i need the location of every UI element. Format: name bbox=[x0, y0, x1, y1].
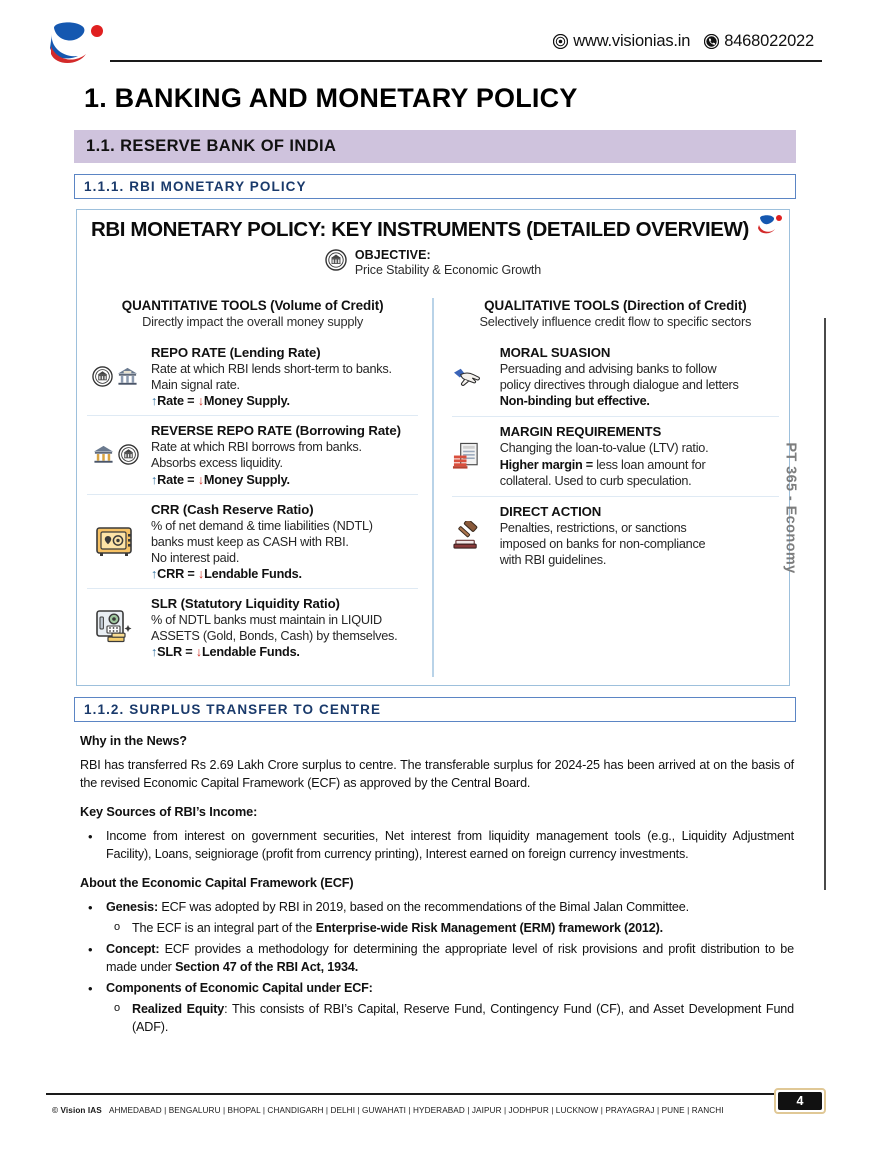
reverse-repo-body bbox=[151, 423, 418, 486]
margin-requirements-icons bbox=[452, 424, 492, 488]
tool-item-crr bbox=[87, 495, 418, 589]
header-divider bbox=[110, 60, 822, 62]
ecf-genesis-text bbox=[106, 899, 794, 917]
repo-rate-formula bbox=[151, 394, 418, 408]
page-header bbox=[48, 14, 822, 72]
infographic-columns bbox=[87, 298, 779, 677]
reverse-repo-title: REVERSE REPO RATE (Borrowing Rate) bbox=[151, 423, 401, 439]
ecf-realized-equity-text bbox=[132, 1001, 794, 1037]
slr-line-1: % of NDTL banks must maintain in LIQUID bbox=[151, 612, 382, 627]
objective-block bbox=[77, 248, 789, 277]
arrow-up-icon: ↑ bbox=[151, 566, 158, 581]
moral-suasion-title: MORAL SUASION bbox=[499, 345, 611, 360]
repo-rate-line-2: Main signal rate. bbox=[151, 378, 240, 393]
quantitative-heading-sub: Directly impact the overall money supply bbox=[142, 314, 364, 329]
margin-rest-fragment: less loan amount for bbox=[592, 457, 706, 472]
website-text: www.visionias.in bbox=[573, 32, 691, 50]
handshake-icon bbox=[452, 364, 483, 394]
page-number: 4 bbox=[778, 1092, 822, 1110]
objective-subtext: Price Stability & Economic Growth bbox=[354, 263, 542, 277]
qualitative-tools-column bbox=[436, 298, 779, 677]
bullet-marker: • bbox=[88, 899, 93, 915]
reverse-repo-formula bbox=[151, 473, 418, 487]
quantitative-column-heading bbox=[87, 298, 418, 329]
subsection-heading-1-1-2: 1.1.2. SURPLUS TRANSFER TO CENTRE bbox=[74, 697, 796, 722]
margin-requirements-mixed-line bbox=[500, 457, 779, 473]
ecf-concept-tail: Section 47 of the RBI Act, 1934. bbox=[175, 959, 359, 974]
ecf-realized-equity-label: Realized Equity bbox=[132, 1002, 225, 1017]
gavel-icon bbox=[452, 521, 483, 555]
bullet-marker: • bbox=[88, 941, 93, 957]
margin-bold-fragment: Higher margin = bbox=[499, 457, 593, 472]
ecf-erm-label: Enterprise-wide Risk Management (ERM) framework (2012). bbox=[315, 921, 664, 936]
arrow-down-icon: ↓ bbox=[197, 566, 205, 581]
reverse-repo-formula-down: Money Supply. bbox=[203, 472, 290, 487]
ecf-components-label: Components of Economic Capital under ECF: bbox=[106, 980, 373, 995]
objective-heading: OBJECTIVE: bbox=[354, 248, 431, 262]
tool-item-repo-rate bbox=[87, 338, 418, 416]
why-in-news-paragraph: RBI has transferred Rs 2.69 Lakh Crore surplus to centre. The transferable surplus for 2024-25 has been arrived at on the basis of the revised Economic Capital Framework (ECF) as approved by the Central Board. bbox=[80, 758, 794, 790]
footer-cities: AHMEDABAD | BENGALURU | BHOPAL | CHANDIGARH | DELHI | GUWAHATI | HYDERABAD | JAIPUR | JODHPUR | LUCKNOW | PRAYAGRAJ | PUNE | RANCHI bbox=[108, 1106, 724, 1115]
tool-item-moral-suasion bbox=[452, 338, 779, 417]
repo-rate-line-1: Rate at which RBI lends short-term to banks. bbox=[151, 362, 392, 376]
bullet-marker: • bbox=[88, 828, 93, 844]
crr-line-1: % of net demand & time liabilities (NDTL) bbox=[151, 518, 373, 533]
repo-rate-body bbox=[151, 345, 418, 408]
rbi-seal-icon bbox=[118, 444, 139, 470]
reverse-repo-formula-up: Rate = bbox=[157, 472, 195, 487]
crr-body bbox=[151, 502, 418, 581]
subsection-heading-1-1-1: 1.1.1. RBI MONETARY POLICY bbox=[74, 174, 796, 199]
slr-body bbox=[151, 596, 418, 659]
arrow-up-icon: ↑ bbox=[151, 645, 158, 660]
ecf-components-text bbox=[106, 980, 794, 998]
income-sources-text: Income from interest on government securities, Net interest from liquidity management tools (e.g., Liquidity Adjustment Facility), Loans, seigniorage (profit from currency printing), Interest earned on foreign currency investments. bbox=[106, 828, 794, 861]
moral-suasion-icons bbox=[452, 345, 492, 409]
arrow-down-icon: ↓ bbox=[195, 645, 202, 660]
crr-icons bbox=[87, 502, 143, 581]
footer-divider bbox=[46, 1093, 824, 1095]
page-number-badge bbox=[774, 1088, 826, 1114]
moral-suasion-bold-line: Non-binding but effective. bbox=[499, 394, 650, 409]
list-item bbox=[80, 899, 794, 917]
phone-icon bbox=[704, 34, 719, 49]
rbi-seal-icon bbox=[92, 366, 113, 392]
ecf-erm-pre: The ECF is an integral part of the bbox=[132, 921, 316, 936]
crr-formula bbox=[151, 567, 418, 581]
bank-building-icon bbox=[92, 444, 115, 470]
footer-text bbox=[52, 1106, 724, 1115]
quantitative-heading-main: QUANTITATIVE TOOLS (Volume of Credit) bbox=[121, 298, 384, 313]
ecf-heading: About the Economic Capital Framework (ECF) bbox=[80, 875, 354, 890]
qualitative-heading-main: QUALITATIVE TOOLS (Direction of Credit) bbox=[484, 298, 747, 313]
ecf-concept-text bbox=[106, 941, 794, 977]
margin-requirements-line-1: Changing the loan-to-value (LTV) ratio. bbox=[499, 441, 709, 456]
why-in-news-heading: Why in the News? bbox=[80, 734, 187, 748]
reverse-repo-line-2: Absorbs excess liquidity. bbox=[151, 456, 283, 471]
ecf-realized-equity-body: : This consists of RBI’s Capital, Reserve Fund, Contingency Fund (CF), and Asset Development Fund (ADF). bbox=[132, 1002, 795, 1034]
column-divider bbox=[432, 298, 433, 677]
margin-requirements-body bbox=[500, 424, 779, 488]
direct-action-line-2: imposed on banks for non-compliance bbox=[499, 536, 706, 551]
ecf-concept-label: Concept: bbox=[106, 941, 160, 956]
visionias-logo-small bbox=[757, 214, 783, 234]
tool-item-margin-requirements bbox=[452, 417, 779, 496]
slr-line-2: ASSETS (Gold, Bonds, Cash) by themselves. bbox=[151, 629, 398, 643]
list-item bbox=[80, 980, 794, 998]
margin-requirements-title: MARGIN REQUIREMENTS bbox=[499, 424, 662, 440]
direct-action-body bbox=[500, 504, 779, 568]
reverse-repo-line-1: Rate at which RBI borrows from banks. bbox=[151, 440, 362, 455]
qualitative-column-heading bbox=[452, 298, 779, 329]
crr-line-3: No interest paid. bbox=[151, 550, 240, 565]
phone-contact[interactable] bbox=[704, 32, 814, 51]
direct-action-icons bbox=[452, 504, 492, 568]
slr-title: SLR (Statutory Liquidity Ratio) bbox=[151, 595, 340, 611]
side-label-pt365: PT 365 - Economy bbox=[782, 442, 799, 574]
direct-action-line-1: Penalties, restrictions, or sanctions bbox=[499, 520, 687, 535]
slr-icons bbox=[87, 596, 143, 659]
safe-vault-icon bbox=[95, 525, 135, 562]
ecf-genesis-label: Genesis: bbox=[106, 899, 158, 914]
qualitative-heading-sub: Selectively influence credit flow to specific sectors bbox=[479, 314, 752, 329]
sub-bullet-marker: o bbox=[114, 1002, 121, 1015]
ecf-concept-body: ECF provides a methodology for determining the appropriate level of risk provisions and profit distribution to be made under bbox=[106, 941, 794, 974]
arrow-down-icon: ↓ bbox=[197, 472, 204, 487]
repo-formula-down: Money Supply. bbox=[203, 394, 290, 409]
arrow-down-icon: ↓ bbox=[197, 394, 204, 409]
tool-item-reverse-repo-rate bbox=[87, 416, 418, 494]
ecf-erm-text bbox=[132, 920, 794, 938]
moral-suasion-body bbox=[500, 345, 779, 409]
direct-action-title: DIRECT ACTION bbox=[499, 503, 602, 519]
slr-formula-up: SLR = bbox=[157, 645, 193, 660]
bullet-marker: • bbox=[88, 980, 93, 996]
vault-gold-icon bbox=[94, 609, 136, 650]
sub-bullet-marker: o bbox=[114, 921, 121, 934]
header-contact bbox=[553, 32, 814, 51]
arrow-up-icon: ↑ bbox=[151, 394, 158, 409]
reverse-repo-icons bbox=[87, 423, 143, 486]
rbi-seal-icon bbox=[325, 249, 347, 271]
repo-rate-icons bbox=[87, 345, 143, 408]
crr-title: CRR (Cash Reserve Ratio) bbox=[151, 501, 314, 517]
phone-text: 8468022022 bbox=[724, 32, 814, 50]
side-rule bbox=[824, 318, 826, 890]
crr-formula-up: CRR = bbox=[157, 566, 195, 581]
crr-formula-down: Lendable Funds. bbox=[204, 566, 302, 581]
infographic-card bbox=[76, 209, 790, 686]
moral-suasion-line-2: policy directives through dialogue and letters bbox=[499, 378, 739, 393]
chapter-title: 1. BANKING AND MONETARY POLICY bbox=[84, 83, 578, 113]
slr-formula-down: Lendable Funds. bbox=[201, 645, 300, 660]
body-content bbox=[80, 732, 794, 1040]
income-sources-heading: Key Sources of RBI’s Income: bbox=[80, 804, 258, 819]
crr-line-2: banks must keep as CASH with RBI. bbox=[151, 534, 349, 549]
income-sources-bullet bbox=[80, 828, 794, 864]
repo-formula-up: Rate = bbox=[157, 394, 195, 409]
repo-rate-title: REPO RATE (Lending Rate) bbox=[151, 345, 321, 360]
website-contact[interactable] bbox=[553, 32, 690, 51]
visionias-logo bbox=[48, 20, 110, 66]
moral-suasion-line-1: Persuading and advising banks to follow bbox=[499, 362, 717, 376]
slr-formula bbox=[151, 645, 418, 659]
infographic-title: RBI MONETARY POLICY: KEY INSTRUMENTS (DETAILED OVERVIEW) bbox=[91, 218, 749, 241]
list-item bbox=[80, 1001, 794, 1037]
arrow-up-icon: ↑ bbox=[151, 472, 158, 487]
footer-copyright: © Vision IAS bbox=[52, 1106, 102, 1115]
margin-requirements-line-3: collateral. Used to curb speculation. bbox=[499, 473, 692, 488]
bank-building-icon bbox=[116, 366, 139, 392]
tool-item-slr bbox=[87, 589, 418, 666]
list-item bbox=[80, 920, 794, 938]
ecf-genesis-body: ECF was adopted by RBI in 2019, based on the recommendations of the Bimal Jalan Committee. bbox=[158, 899, 689, 914]
objective-text-group bbox=[355, 248, 541, 277]
quantitative-tools-column bbox=[87, 298, 430, 677]
loan-document-icon bbox=[452, 442, 481, 476]
direct-action-line-3: with RBI guidelines. bbox=[499, 553, 607, 567]
globe-icon bbox=[553, 34, 568, 49]
tool-item-direct-action bbox=[452, 497, 779, 575]
list-item bbox=[80, 941, 794, 977]
section-heading-1-1: 1.1. RESERVE BANK OF INDIA bbox=[74, 130, 796, 163]
